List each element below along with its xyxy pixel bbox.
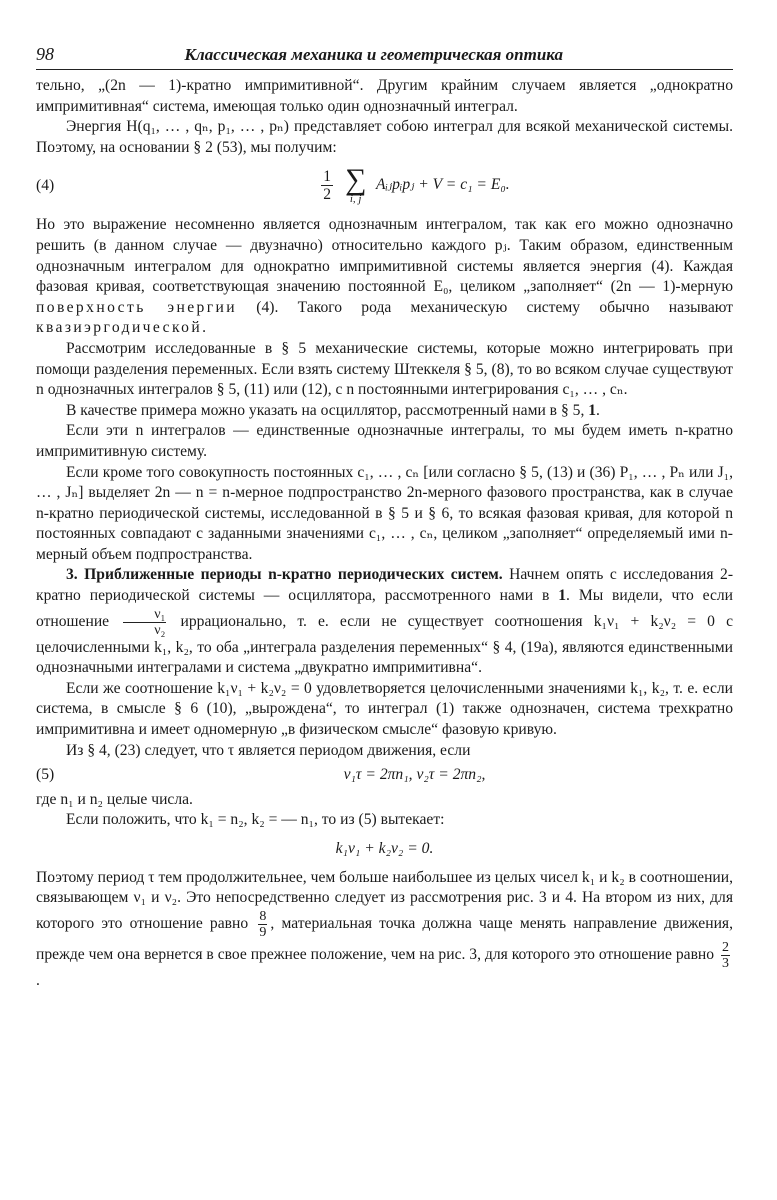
paragraph-5-part-a: В качестве примера можно указать на осциллятор, рассмотренный нами в § 5, [66,401,585,419]
paragraph-3-part-b: (4). Такого рода механическую систему обычно называют [256,298,733,316]
paragraph-13-part-c: . [36,971,40,989]
paragraph-6: Если эти n интегралов — единственные однозначные интегралы, то мы будем иметь n-кратно импримитивную систему. [36,422,733,460]
paragraph-3-part-a: Но это выражение несомненно является однозначным интегралом, так как его можно однозначно решить (в данном случае — двузначно) относительно каждого pⱼ. Таким образом, единственным однозначным интегралом для однократно импримитивной системы является энергия (4). Каждая фазовая кривая, соответствующая значению постоянной E₀, целиком „заполняет“ (2n — 1)-мерную [36,216,733,296]
ratio-eight-ninths-numerator: 8 [259,908,267,924]
spaced-term-energy-surface: поверхность энергии [36,298,238,316]
paragraph-12: Если положить, что k₁ = n₂, k₂ = — n₁, то из (5) вытекает: [66,811,445,829]
paragraph-5-part-b: . [596,401,600,419]
equation-5 [36,765,733,786]
equation-4-rest: Aᵢⱼpᵢpⱼ + V = c₁ = E₀. [376,176,510,194]
ratio-eight-ninths [258,909,267,940]
ratio-nu1-nu2 [123,607,166,638]
ratio-two-thirds-numerator: 2 [722,939,729,955]
paragraph-13-part-b: , материальная точка должна чаще менять направление движения, прежде чем она вернется в свое прежнее положение, чем на рис. 3, для которого это отношение равно [36,914,733,963]
paragraph-7: Если кроме того совокупность постоянных c₁, … , cₙ [или согласно § 5, (13) и (36) P₁, … , Pₙ или J₁, … , Jₙ] выделяет 2n — n = n-мерное подпространство 2n-мерного фазового пространства, как в случае n-кратно периодической системы, исследованной в § 5 и § 6, то всякая фазовая кривая, для которой n постоянных совпадают с заданными значениями c₁, … , cₙ, целиком „заполняет“ определяемый ими n-мерный объем подпространства. [36,463,733,563]
equation-4-fraction [321,168,333,203]
equation-4-number: (4) [36,176,55,194]
paragraph-8-part-a: Начнем опять с исследования 2-кратно периодической системы — осциллятора, рассмотренного нами в [36,566,734,605]
sum-indices: i, j [349,193,362,206]
section-3-paragraph [36,565,733,678]
section-3-heading: 3. Приближенные периоды n-кратно периодических систем. [66,566,503,584]
paragraph-8-bold-ref: 1 [558,587,567,605]
ratio-denominator: ν₂ [154,622,166,638]
ratio-two-thirds [721,940,730,971]
equation-4-fraction-numerator: 1 [323,168,332,186]
ratio-eight-ninths-denominator: 9 [259,924,267,940]
paragraph-13-part-a: Поэтому период τ тем продолжительнее, чем больше наибольшее из целых чисел k₁ и k₂ в соотношении, связывающем ν₁ и ν₂. Это непосредственно следует из рассмотрения рис. 3 и 4. На втором из них, для которого это отношение равно [36,868,733,932]
equation-5-formula: ν₁τ = 2πn₁, ν₂τ = 2πn₂, [343,766,486,784]
running-title: Классическая механика и геометрическая оптика [184,45,563,64]
ratio-numerator: ν₁ [123,607,166,623]
equation-5-number: (5) [36,766,55,784]
paragraph-5 [36,401,733,422]
spaced-term-quasi-ergodic: квазиэргодической [36,319,203,337]
paragraph-3 [36,215,733,339]
paragraph-2: Энергия H(q₁, … , qₙ, p₁, … , pₙ) представляет собою интеграл для всякой механической системы. Поэтому, на основании § 2 (53), мы получим: [36,118,733,156]
paragraph-9: Если же соотношение k₁ν₁ + k₂ν₂ = 0 удовлетворяется целочисленными значениями k₁, k₂, т. е. если система, в смысле § 6 (10), „вырождена“, то интеграл (1) также однозначен, система трехкратно импримитивна и имеет одномерную „в физическом смысле“ фазовую кривую. [36,679,733,739]
page-header [36,44,733,70]
paragraph-11: где n₁ и n₂ целые числа. [36,790,193,808]
paragraph-4: Рассмотрим исследованные в § 5 механические системы, которые можно интегрировать при помощи разделения переменных. Если взять систему Штеккеля § 5, (8), то во всяком случае существуют n однозначных интегралов § 5, (11) или (12), с n постоянными интегрирования c₁, … , cₙ. [36,339,733,399]
equation-4-fraction-denominator: 2 [323,186,332,204]
paragraph-5-bold-ref: 1 [588,401,597,419]
equation-4-formula [96,163,733,206]
paragraph-8-part-b: . Мы видели, что если отношение [36,587,734,630]
paragraph-8-part-c: иррационально, т. е. если не существует соотношения k₁ν₁ + k₂ν₂ = 0 с целочисленными k₁, k₂, то оба „интеграла разделения переменных“ § 4, (19а), являются единственными однозначными интегралами и система „двукратно импримитивна“. [36,612,733,677]
sum-symbol: ∑ [345,163,367,197]
equation-4-sum [345,163,367,206]
ratio-two-thirds-denominator: 3 [722,955,729,971]
paragraph-13 [36,868,733,992]
equation-6: k₁ν₁ + k₂ν₂ = 0. [335,840,434,857]
paragraph-3-part-c: . [202,319,206,337]
paragraph-10: Из § 4, (23) следует, что τ является периодом движения, если [66,741,471,759]
page-number: 98 [36,44,54,64]
equation-4 [36,163,733,206]
page-body [36,76,733,991]
paragraph-1: тельно, „(2n — 1)-кратно импримитивной“. Другим крайним случаем является „однократно импримитивная“ система, имеющая только один однозначный интеграл. [36,77,733,115]
